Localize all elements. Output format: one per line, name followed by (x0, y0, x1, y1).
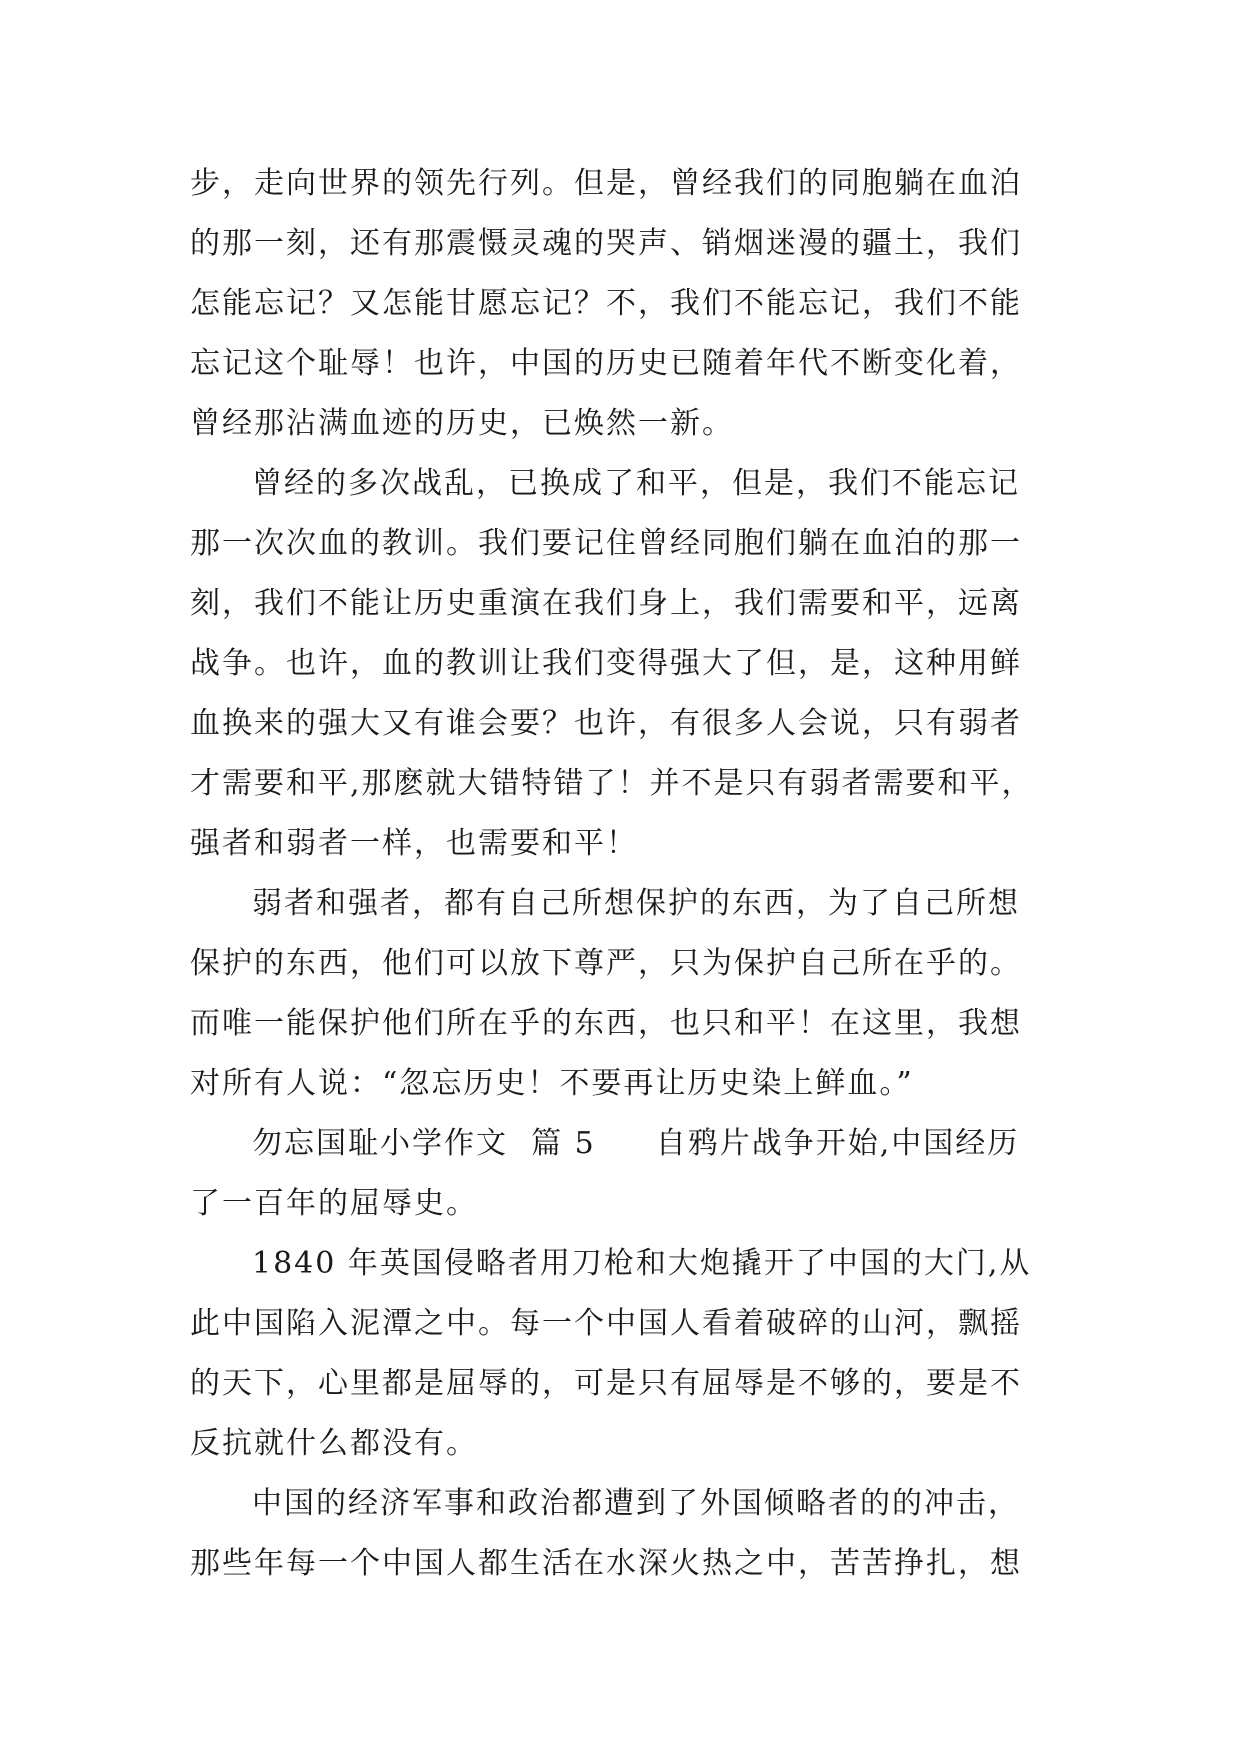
text-line: 忘记这个耻辱！也许，中国的历史已随着年代不断变化着， (190, 346, 1022, 381)
text-line: 那一次次血的教训。我们要记住曾经同胞们躺在血泊的那一 (190, 526, 1022, 561)
text-line: 此中国陷入泥潭之中。每一个中国人看着破碎的山河，飘摇 (190, 1306, 1022, 1341)
text-line: 保护的东西，他们可以放下尊严，只为保护自己所在乎的。 (190, 946, 1022, 981)
text-line: 中国的经济军事和政治都遭到了外国倾略者的的冲击， (252, 1486, 1020, 1521)
text-line: 那些年每一个中国人都生活在水深火热之中，苦苦挣扎，想 (190, 1546, 1022, 1581)
section-title: 勿忘国耻小学作文 (252, 1126, 508, 1161)
text-line: 怎能忘记？又怎能甘愿忘记？不，我们不能忘记，我们不能 (190, 286, 1022, 321)
text-line: 步，走向世界的领先行列。但是，曾经我们的同胞躺在血泊 (190, 166, 1022, 201)
paragraph-1 (190, 154, 1070, 454)
paragraph-4 (190, 1234, 1070, 1474)
paragraph-5 (190, 1474, 1070, 1594)
paragraph-2 (190, 454, 1070, 874)
text-line: 了一百年的屈辱史。 (190, 1186, 478, 1221)
text-line: 曾经那沾满血迹的历史，已焕然一新。 (190, 406, 734, 441)
section-heading-paragraph (190, 1114, 1070, 1234)
text-line: 1840 年英国侵略者用刀枪和大炮撬开了中国的大门,从 (252, 1246, 1032, 1281)
text-line: 曾经的多次战乱，已换成了和平，但是，我们不能忘记 (252, 466, 1020, 501)
section-heading-line (190, 1114, 1070, 1174)
document-body (190, 154, 1070, 1594)
text-line: 的天下，心里都是屈辱的，可是只有屈辱是不够的，要是不 (190, 1366, 1022, 1401)
text-line: 强者和弱者一样，也需要和平！ (190, 826, 638, 861)
text-line: 刻，我们不能让历史重演在我们身上，我们需要和平，远离 (190, 586, 1022, 621)
text-line: 反抗就什么都没有。 (190, 1426, 478, 1461)
text-line: 而唯一能保护他们所在乎的东西，也只和平！在这里，我想 (190, 1006, 1022, 1041)
section-first-line-text: 自鸦片战争开始,中国经历 (655, 1126, 1020, 1161)
text-line: 的那一刻，还有那震慑灵魂的哭声、销烟迷漫的疆土，我们 (190, 226, 1022, 261)
text-line: 对所有人说：“忽忘历史！不要再让历史染上鲜血。” (190, 1066, 914, 1101)
paragraph-3 (190, 874, 1070, 1114)
section-number: 篇 5 (531, 1126, 596, 1161)
text-line: 战争。也许，血的教训让我们变得强大了但，是，这种用鲜 (190, 646, 1022, 681)
text-line: 弱者和强者，都有自己所想保护的东西，为了自己所想 (252, 886, 1020, 921)
text-line: 血换来的强大又有谁会要？也许，有很多人会说，只有弱者 (190, 706, 1022, 741)
text-line: 才需要和平,那麽就大错特错了！并不是只有弱者需要和平， (190, 766, 1034, 801)
